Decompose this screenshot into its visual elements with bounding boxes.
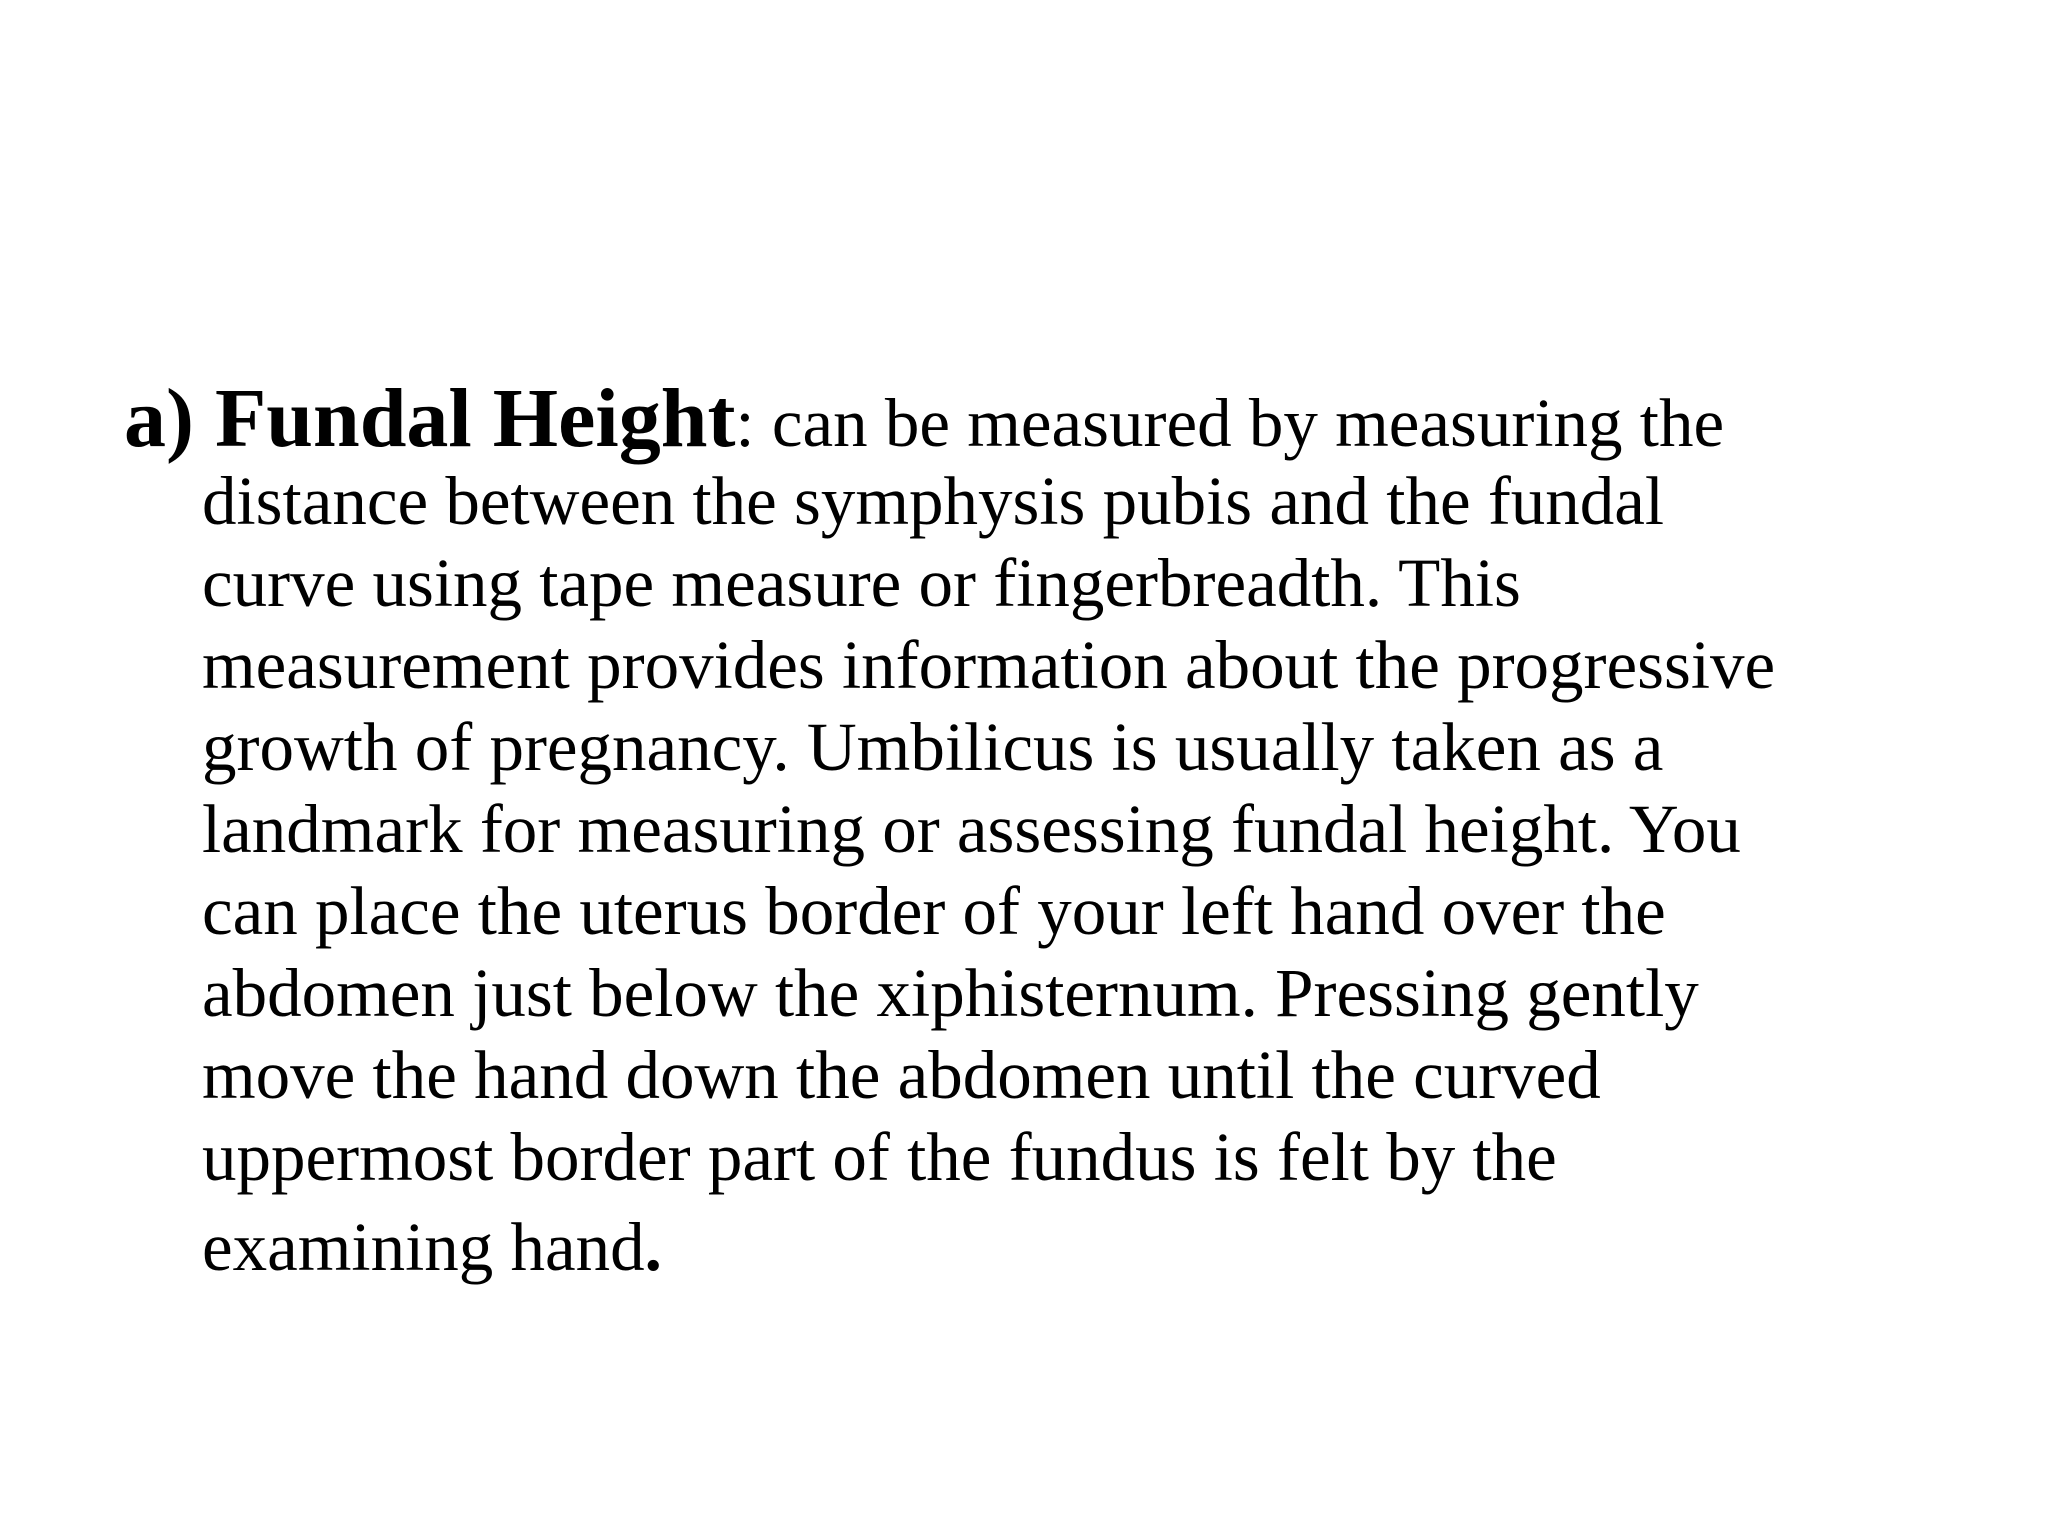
paragraph-line-9: move the hand down the abdomen until the curved (202, 1037, 1601, 1113)
fundal-height-paragraph (124, 372, 1944, 1288)
item-label: a) Fundal Height (124, 372, 736, 465)
paragraph-line-5: growth of pregnancy. Umbilicus is usually taken as a (202, 709, 1664, 785)
paragraph-line-1 (124, 372, 1944, 465)
final-period: . (644, 1209, 662, 1285)
paragraph-line-2: distance between the symphysis pubis and the fundal (202, 463, 1665, 539)
paragraph-line-3: curve using tape measure or fingerbreadth. This (202, 545, 1521, 621)
paragraph-line-7: can place the uterus border of your left hand over the (202, 873, 1666, 949)
paragraph-line-8: abdomen just below the xiphisternum. Pressing gently (202, 955, 1699, 1031)
label-colon: : (735, 385, 755, 461)
paragraph-line-6: landmark for measuring or assessing fundal height. You (202, 791, 1741, 867)
line-text-11: examining hand (202, 1209, 645, 1285)
paragraph-line-10: uppermost border part of the fundus is felt by the (202, 1119, 1557, 1195)
line-text-1: can be measured by measuring the (754, 385, 1725, 461)
paragraph-line-11 (124, 1206, 1944, 1288)
paragraph-line-4: measurement provides information about the progressive (202, 627, 1776, 703)
